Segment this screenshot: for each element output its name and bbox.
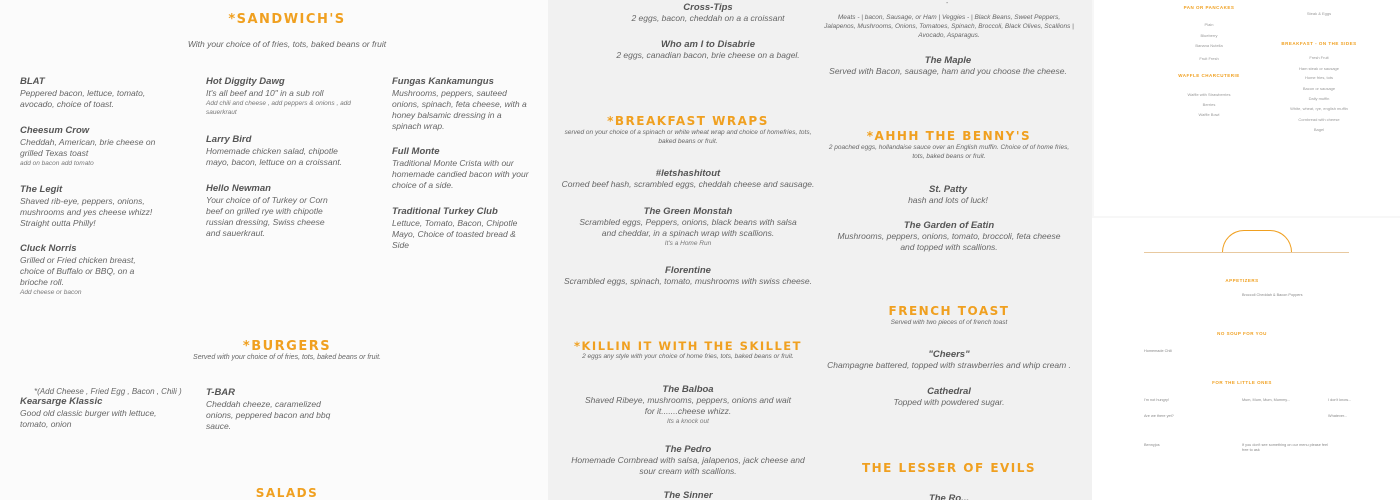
item-desc: Shaved rib-eye, peppers, onions, mushrooms and yes cheese whizz! Straight outta Philly! — [20, 196, 153, 228]
item-desc: Lettuce, Tomato, Bacon, Chipotle Mayo, Choice of toasted bread & Side — [392, 218, 518, 250]
item-name: #letshashitout — [655, 168, 721, 179]
thumb-heading: NO SOUP FOR YOU — [1217, 331, 1267, 336]
thumb-line: Broccoli Cheddah & Bacon Poppers — [1242, 293, 1303, 297]
item-desc: hash and lots of luck! — [908, 195, 988, 205]
benny-title: *AHHH THE BENNY'S — [866, 129, 1032, 143]
item-desc: Champagne battered, topped with strawberries and whip cream . — [827, 360, 1071, 370]
item-name: Hello Newman — [206, 183, 271, 194]
thumb-line: Daily muffin — [1308, 96, 1330, 101]
item-name: Who am I to Disabrie — [661, 39, 755, 50]
item-name: T-BAR — [206, 387, 236, 398]
item-desc: Scrambled eggs, Peppers, onions, black beans with salsa and cheddar, in a spinach wrap with scallions. — [579, 217, 797, 238]
sandwiches-title: *SANDWICH'S — [228, 12, 346, 27]
item-name: Cross-Tips — [683, 2, 733, 13]
item-name: The Green Monstah — [643, 206, 733, 217]
item-desc: Grilled or Fried chicken breast, choice of Buffalo or BBQ, on a brioche roll. — [20, 255, 136, 287]
menu-item — [564, 490, 812, 500]
menu-item — [206, 183, 338, 239]
menu-item — [206, 134, 346, 168]
menu-item — [828, 55, 1068, 77]
item-desc: Shaved Ribeye, mushrooms, peppers, onions and wait for it.......cheese whizz. — [584, 395, 791, 416]
item-note: Add chili and cheese , add peppers & onions , add sauerkraut — [206, 100, 351, 116]
burgers-subtitle: Served with your choice of of fries, tots, baked beans or fruit. — [193, 354, 381, 361]
menu-item — [828, 184, 1068, 206]
salads-title: SALADS — [255, 486, 319, 500]
item-desc: Homemade Cornbread with salsa, jalapenos, jack cheese and sour cream with scallions. — [571, 455, 805, 476]
french-toast-subtitle: Served with two pieces of of french toast — [890, 319, 1008, 326]
menu-page-sandwiches — [0, 0, 548, 500]
item-name: Larry Bird — [206, 134, 252, 145]
thumb-line: Bennyjos — [1144, 443, 1160, 447]
thumb-line: Bagel — [1313, 127, 1325, 132]
wraps-title: *BREAKFAST WRAPS — [607, 114, 769, 128]
menu-item — [20, 396, 160, 430]
item-desc: Mushrooms, peppers, onions, tomato, broccoli, feta cheese and topped with scallions. — [837, 231, 1061, 252]
thumbnail-page-breakfast — [1094, 0, 1400, 216]
item-desc: Traditional Monte Crista with our homemade candied bacon with your choice of a side. — [392, 158, 529, 190]
menu-item — [20, 125, 160, 168]
item-name: "Cheers" — [928, 349, 970, 360]
menu-item — [392, 206, 522, 251]
menu-item — [822, 493, 1076, 500]
menu-item — [20, 184, 155, 229]
thumb-line: Whatever... — [1328, 414, 1348, 418]
thumb-heading: APPETIZERS — [1225, 278, 1259, 283]
wraps-subtitle: served on your choice of a spinach or white wheat wrap and choice of homefries, tots, baked beans or fruit. — [564, 129, 812, 145]
item-name: The Garden of Eatin — [903, 220, 995, 231]
thumb-line: Bacon or sausage — [1302, 86, 1336, 91]
item-desc: 2 eggs, canadian bacon, brie cheese on a bagel. — [616, 50, 800, 60]
divider — [1144, 252, 1349, 253]
menu-item — [832, 220, 1066, 253]
item-name: The Sinner — [663, 490, 713, 500]
item-name: St. Patty — [928, 184, 967, 195]
skillet-subtitle: 2 eggs any style with your choice of home fries, tots, baked beans or fruit. — [582, 353, 794, 360]
item-name: Hot Diggity Dawg — [206, 76, 285, 87]
thumb-line: Fresh Fruit — [1309, 55, 1329, 60]
thumb-line: Steak & Eggs — [1306, 11, 1332, 16]
menu-item — [564, 444, 812, 477]
thumb-line: If you don't see something on our menu please feel free to ask — [1242, 443, 1328, 452]
thumb-heading: WAFFLE CHARCUTERIE — [1178, 73, 1240, 78]
thumb-line: White, wheat, rye, english muffin — [1290, 106, 1348, 111]
menu-item — [20, 76, 155, 110]
item-name: The Pedro — [664, 444, 712, 455]
menu-item — [206, 387, 338, 432]
thumb-heading: FOR THE LITTLE ONES — [1212, 380, 1272, 385]
menu-item — [558, 265, 818, 287]
skillet-title: *KILLIN IT WITH THE SKILLET — [574, 339, 802, 353]
menu-page-breakfast — [548, 0, 1092, 500]
menu-item — [578, 2, 838, 24]
menu-item — [822, 386, 1076, 408]
item-name: BLAT — [20, 76, 45, 87]
item-desc: 2 eggs, bacon, cheddah on a a croissant — [631, 13, 785, 23]
item-note: add on bacon add tomato — [20, 160, 94, 167]
item-name: Florentine — [665, 265, 711, 276]
item-desc: Your choice of of Turkey or Corn beef on grilled rye with chipotle russian dressing, Swiss cheese and sauerkraut. — [206, 195, 328, 238]
item-desc: Corned beef hash, scrambled eggs, cheddah cheese and sausage. — [561, 179, 815, 189]
item-desc: Mushrooms, peppers, sauteed onions, spinach, feta cheese, with a honey balsamic dressing in a spinach wrap. — [392, 88, 527, 131]
item-desc: Homemade chicken salad, chipotle mayo, bacon, lettuce on a croissant. — [206, 146, 343, 167]
dash-mark: - — [946, 0, 949, 7]
thumb-line: Home fries, tots — [1304, 75, 1333, 80]
item-desc: Topped with powdered sugar. — [893, 397, 1005, 407]
item-name: The Balboa — [662, 384, 714, 395]
menu-item — [392, 76, 527, 132]
menu-item — [392, 146, 532, 191]
french-toast-title: FRENCH TOAST — [888, 304, 1010, 318]
thumb-line: Berries — [1202, 102, 1216, 107]
thumb-line: Mum, Mum, Mum, Mummy... — [1242, 398, 1291, 402]
menu-item — [206, 76, 366, 117]
item-note: It's a Home Run — [664, 240, 712, 247]
logo-arc — [1222, 230, 1292, 252]
item-name: Cathedral — [927, 386, 971, 397]
item-name: The Ro... — [928, 493, 970, 500]
menu-item — [572, 206, 804, 248]
thumb-line: Fruit Fresh — [1199, 56, 1219, 61]
item-note: Add cheese or bacon — [20, 289, 82, 296]
menu-item — [822, 349, 1076, 371]
thumb-line: Waffle with Strawberries — [1187, 92, 1231, 97]
thumb-line: Waffle Bowl — [1198, 112, 1220, 117]
burgers-addon: *(Add Cheese , Fried Egg , Bacon , Chili ) — [34, 387, 182, 396]
benny-subtitle: 2 poached eggs, hollandaise sauce over an English muffin. Choice of of home fries, tots, baked beans or fruit. — [828, 144, 1070, 160]
item-desc: Scrambled eggs, spinach, tomato, mushrooms with swiss cheese. — [563, 276, 813, 286]
thumb-line: I'm not hungry! — [1144, 398, 1169, 402]
thumbnail-page-appetizers — [1092, 218, 1400, 500]
thumb-line: Plain — [1204, 22, 1214, 27]
thumb-heading: BREAKFAST - ON THE SIDES — [1281, 41, 1357, 46]
item-name: Traditional Turkey Club — [392, 206, 498, 217]
item-name: Kearsarge Klassic — [20, 396, 103, 407]
item-name: Fungas Kankamungus — [392, 76, 494, 87]
item-desc: Peppered bacon, lettuce, tomato, avocado, choice of toast. — [20, 88, 146, 109]
item-name: The Legit — [20, 184, 63, 195]
thumb-line: Cornbread with cheese — [1298, 117, 1340, 122]
item-name: Cheesum Crow — [20, 125, 90, 136]
item-name: Full Monte — [392, 146, 440, 157]
burgers-title: *BURGERS — [242, 339, 332, 354]
lesser-title: THE LESSER OF EVILS — [861, 461, 1037, 475]
menu-item — [578, 39, 838, 61]
item-desc: Cheddah cheeze, caramelized onions, peppered bacon and bbq sauce. — [206, 399, 331, 431]
item-note: Its a knock out — [667, 418, 709, 425]
thumb-line: Are we there yet? — [1144, 414, 1174, 418]
thumb-line: I don't know... — [1328, 398, 1352, 402]
sandwiches-subtitle: With your choice of of fries, tots, baked beans or fruit — [187, 39, 387, 49]
menu-item — [20, 243, 140, 297]
item-desc: Good old classic burger with lettuce, tomato, onion — [20, 408, 157, 429]
thumb-line: Banana Nutella — [1195, 43, 1223, 48]
item-name: Cluck Norris — [20, 243, 77, 254]
options-line: Meats - | bacon, Sausage, or Ham | Veggies - | Black Beans, Sweet Peppers, Jalapenos, Mushrooms, Onions, Tomatoes, Spinach, Broccoli, Black Olives, Scallions | Avocado, Asparagus. — [824, 14, 1074, 39]
thumb-heading: PAN OR PANCAKES — [1183, 5, 1235, 10]
item-desc: Served with Bacon, sausage, ham and you choose the cheese. — [829, 66, 1067, 76]
menu-item — [558, 168, 818, 190]
thumb-line: Homemade Chili — [1144, 349, 1173, 353]
menu-item — [582, 384, 794, 426]
thumb-line: Blueberry — [1200, 33, 1218, 38]
thumb-line: Ham steak or sausage — [1298, 66, 1340, 71]
item-name: The Maple — [924, 55, 972, 66]
item-desc: Cheddah, American, brie cheese on grilled Texas toast — [20, 137, 156, 158]
item-desc: It's all beef and 10" in a sub roll — [206, 88, 324, 98]
